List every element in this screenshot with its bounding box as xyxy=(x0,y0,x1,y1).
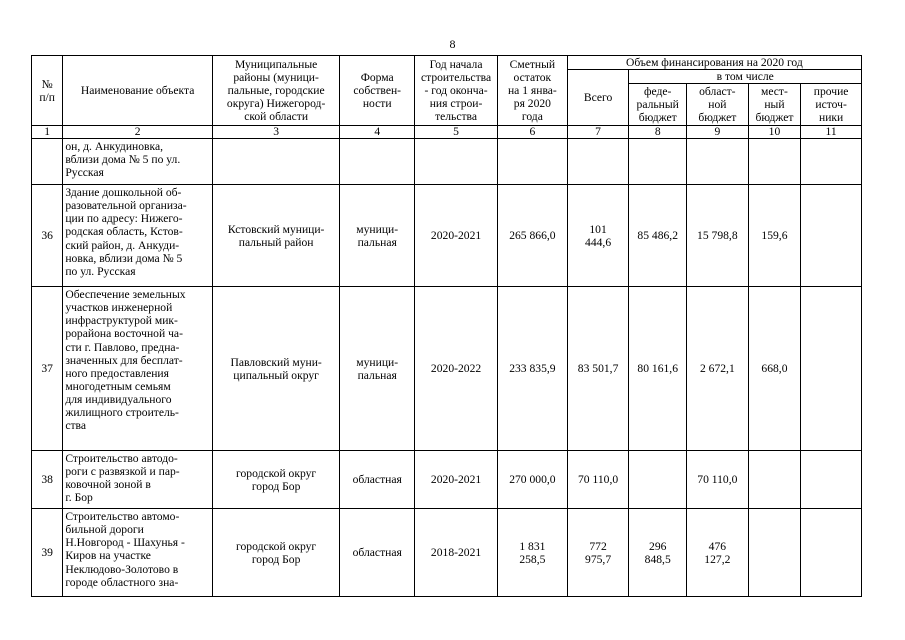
other-sources xyxy=(801,451,862,509)
federal-budget: 85 486,2 xyxy=(629,185,687,287)
header-total: Всего xyxy=(567,70,629,126)
district: Кстовский муници- пальный район xyxy=(212,185,339,287)
header-years: Год начала строительства - год оконча- ния строи- тельства xyxy=(415,56,498,126)
years: 2018-2021 xyxy=(415,509,498,597)
header-funding: Объем финансирования на 2020 год xyxy=(567,56,861,70)
ownership-form: муници- пальная xyxy=(340,287,415,451)
header-no: № п/п xyxy=(32,56,63,126)
table-row xyxy=(32,139,862,185)
federal-budget xyxy=(629,451,687,509)
header-estimate: Сметный остаток на 1 янва- ря 2020 года xyxy=(498,56,568,126)
header-form: Форма собствен- ности xyxy=(340,56,415,126)
row-number: 38 xyxy=(32,451,63,509)
funding-total: 101 444,6 xyxy=(567,185,629,287)
column-number: 3 xyxy=(212,126,339,139)
district: городской округ город Бор xyxy=(212,451,339,509)
column-number: 4 xyxy=(340,126,415,139)
row-number: 39 xyxy=(32,509,63,597)
estimate-balance: 1 831 258,5 xyxy=(498,509,568,597)
object-name: Строительство автодо- роги с развязкой и пар- ковочной зоной в г. Бор xyxy=(63,451,213,509)
row-number xyxy=(32,139,63,185)
ownership-form: областная xyxy=(340,509,415,597)
other-sources xyxy=(801,139,862,185)
regional-budget: 15 798,8 xyxy=(687,185,749,287)
funding-total: 70 110,0 xyxy=(567,451,629,509)
local-budget xyxy=(748,509,801,597)
row-number: 36 xyxy=(32,185,63,287)
federal-budget xyxy=(629,139,687,185)
column-number: 8 xyxy=(629,126,687,139)
row-number: 37 xyxy=(32,287,63,451)
other-sources xyxy=(801,509,862,597)
other-sources xyxy=(801,287,862,451)
column-number: 6 xyxy=(498,126,568,139)
regional-budget: 70 110,0 xyxy=(687,451,749,509)
column-number: 9 xyxy=(687,126,749,139)
header-local: мест- ный бюджет xyxy=(748,84,801,126)
column-number: 7 xyxy=(567,126,629,139)
header-name: Наименование объекта xyxy=(63,56,213,126)
column-number: 1 xyxy=(32,126,63,139)
funding-total: 83 501,7 xyxy=(567,287,629,451)
regional-budget: 476 127,2 xyxy=(687,509,749,597)
page-number: 8 xyxy=(449,37,456,51)
regional-budget: 2 672,1 xyxy=(687,287,749,451)
header-other: прочие источ- ники xyxy=(801,84,862,126)
column-number: 11 xyxy=(801,126,862,139)
years: 2020-2021 xyxy=(415,451,498,509)
object-name: Обеспечение земельных участков инженерной инфраструктурой мик- рорайона восточной ча- сти г. Павлово, предна- значенных для бесплат- ного предоставления многодетным семьям для индивидуального жилищного строитель- ства xyxy=(63,287,213,451)
other-sources xyxy=(801,185,862,287)
header-including: в том числе xyxy=(629,70,862,84)
header-regional: област- ной бюджет xyxy=(687,84,749,126)
ownership-form xyxy=(340,139,415,185)
object-name: Здание дошкольной об- разовательной организа- ции по адресу: Нижего- родская область, Кстов- ский район, д. Анкуди- новка, вблизи дома № 5 по ул. Русская xyxy=(63,185,213,287)
header-district: Муниципальные районы (муници- пальные, городские округа) Нижегород- ской области xyxy=(212,56,339,126)
object-name: Строительство автомо- бильной дороги Н.Новгород - Шахунья - Киров на участке Неклюдово-Золотово в городе областного зна- xyxy=(63,509,213,597)
federal-budget: 80 161,6 xyxy=(629,287,687,451)
table-row xyxy=(32,451,862,509)
table-row xyxy=(32,287,862,451)
funding-total: 772 975,7 xyxy=(567,509,629,597)
district xyxy=(212,139,339,185)
local-budget: 159,6 xyxy=(748,185,801,287)
table-row xyxy=(32,185,862,287)
ownership-form: областная xyxy=(340,451,415,509)
table-row xyxy=(32,509,862,597)
local-budget xyxy=(748,139,801,185)
column-number: 10 xyxy=(748,126,801,139)
funding-total xyxy=(567,139,629,185)
column-number: 2 xyxy=(63,126,213,139)
object-name: он, д. Анкудиновка, вблизи дома № 5 по ул. Русская xyxy=(63,139,213,185)
years: 2020-2022 xyxy=(415,287,498,451)
ownership-form: муници- пальная xyxy=(340,185,415,287)
estimate-balance: 265 866,0 xyxy=(498,185,568,287)
regional-budget xyxy=(687,139,749,185)
column-number: 5 xyxy=(415,126,498,139)
estimate-balance: 233 835,9 xyxy=(498,287,568,451)
header-federal: феде- ральный бюджет xyxy=(629,84,687,126)
years: 2020-2021 xyxy=(415,185,498,287)
financing-table xyxy=(31,55,862,597)
estimate-balance xyxy=(498,139,568,185)
district: Павловский муни- ципальный округ xyxy=(212,287,339,451)
local-budget: 668,0 xyxy=(748,287,801,451)
years xyxy=(415,139,498,185)
local-budget xyxy=(748,451,801,509)
federal-budget: 296 848,5 xyxy=(629,509,687,597)
estimate-balance: 270 000,0 xyxy=(498,451,568,509)
district: городской округ город Бор xyxy=(212,509,339,597)
